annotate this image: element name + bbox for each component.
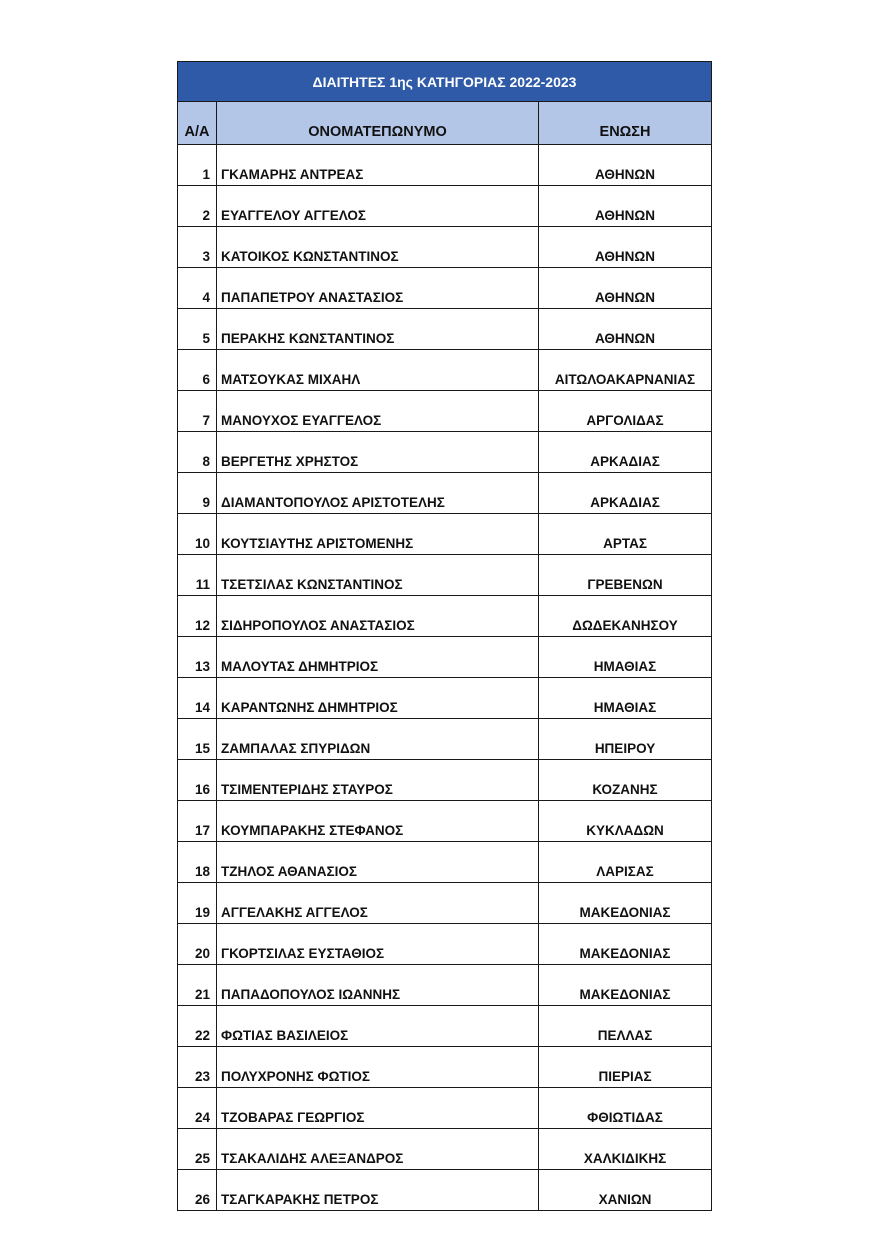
referee-name: ΚΟΥΤΣΙΑΥΤΗΣ ΑΡΙΣΤΟΜΕΝΗΣ (217, 514, 539, 555)
table-row (178, 145, 712, 186)
table-row (178, 760, 712, 801)
referee-union: ΑΡΤΑΣ (539, 514, 712, 555)
row-number: 5 (178, 309, 217, 350)
row-number: 10 (178, 514, 217, 555)
table-row (178, 514, 712, 555)
table-row (178, 1088, 712, 1129)
table-row (178, 1129, 712, 1170)
table-row (178, 268, 712, 309)
table-row (178, 965, 712, 1006)
referee-name: ΤΣΑΓΚΑΡΑΚΗΣ ΠΕΤΡΟΣ (217, 1170, 539, 1211)
row-number: 7 (178, 391, 217, 432)
row-number: 17 (178, 801, 217, 842)
referee-union: ΑΘΗΝΩΝ (539, 227, 712, 268)
header-row (178, 102, 712, 145)
referee-union: ΜΑΚΕΔΟΝΙΑΣ (539, 883, 712, 924)
referee-name: ΓΚΑΜΑΡΗΣ ΑΝΤΡΕΑΣ (217, 145, 539, 186)
referee-union: ΑΘΗΝΩΝ (539, 309, 712, 350)
row-number: 2 (178, 186, 217, 227)
table-title-row (178, 62, 712, 102)
referee-name: ΤΣΑΚΑΛΙΔΗΣ ΑΛΕΞΑΝΔΡΟΣ (217, 1129, 539, 1170)
referee-union: ΠΙΕΡΙΑΣ (539, 1047, 712, 1088)
table-row (178, 842, 712, 883)
referee-name: ΤΣΙΜΕΝΤΕΡΙΔΗΣ ΣΤΑΥΡΟΣ (217, 760, 539, 801)
referee-name: ΠΟΛΥΧΡΟΝΗΣ ΦΩΤΙΟΣ (217, 1047, 539, 1088)
referee-union: ΧΑΝΙΩΝ (539, 1170, 712, 1211)
row-number: 4 (178, 268, 217, 309)
referee-union: ΚΥΚΛΑΔΩΝ (539, 801, 712, 842)
referee-union: ΑΡΚΑΔΙΑΣ (539, 473, 712, 514)
row-number: 13 (178, 637, 217, 678)
referee-union: ΔΩΔΕΚΑΝΗΣΟΥ (539, 596, 712, 637)
table-row (178, 596, 712, 637)
table-row (178, 350, 712, 391)
table-row (178, 719, 712, 760)
row-number: 23 (178, 1047, 217, 1088)
referee-union: ΑΙΤΩΛΟΑΚΑΡΝΑΝΙΑΣ (539, 350, 712, 391)
table-row (178, 555, 712, 596)
row-number: 12 (178, 596, 217, 637)
row-number: 8 (178, 432, 217, 473)
table-row (178, 309, 712, 350)
referee-union: ΑΘΗΝΩΝ (539, 186, 712, 227)
table-row (178, 391, 712, 432)
referee-name: ΠΕΡΑΚΗΣ ΚΩΝΣΤΑΝΤΙΝΟΣ (217, 309, 539, 350)
table-row (178, 1170, 712, 1211)
table-row (178, 186, 712, 227)
referee-union: ΗΜΑΘΙΑΣ (539, 637, 712, 678)
referee-union: ΛΑΡΙΣΑΣ (539, 842, 712, 883)
referee-union: ΑΘΗΝΩΝ (539, 145, 712, 186)
referee-name: ΖΑΜΠΑΛΑΣ ΣΠΥΡΙΔΩΝ (217, 719, 539, 760)
referee-union: ΧΑΛΚΙΔΙΚΗΣ (539, 1129, 712, 1170)
row-number: 22 (178, 1006, 217, 1047)
referee-union: ΜΑΚΕΔΟΝΙΑΣ (539, 965, 712, 1006)
referee-name: ΠΑΠΑΠΕΤΡΟΥ ΑΝΑΣΤΑΣΙΟΣ (217, 268, 539, 309)
referee-name: ΒΕΡΓΕΤΗΣ ΧΡΗΣΤΟΣ (217, 432, 539, 473)
table-row (178, 227, 712, 268)
column-header-name: ΟΝΟΜΑΤΕΠΩΝΥΜΟ (217, 102, 539, 145)
referee-union: ΑΡΚΑΔΙΑΣ (539, 432, 712, 473)
referee-name: ΦΩΤΙΑΣ ΒΑΣΙΛΕΙΟΣ (217, 1006, 539, 1047)
referee-name: ΜΑΤΣΟΥΚΑΣ ΜΙΧΑΗΛ (217, 350, 539, 391)
row-number: 11 (178, 555, 217, 596)
table-row (178, 637, 712, 678)
referee-name: ΚΟΥΜΠΑΡΑΚΗΣ ΣΤΕΦΑΝΟΣ (217, 801, 539, 842)
table-row (178, 883, 712, 924)
column-header-aa: Α/Α (178, 102, 217, 145)
referee-union: ΓΡΕΒΕΝΩΝ (539, 555, 712, 596)
referee-name: ΜΑΝΟΥΧΟΣ ΕΥΑΓΓΕΛΟΣ (217, 391, 539, 432)
table-row (178, 1006, 712, 1047)
referee-union: ΦΘΙΩΤΙΔΑΣ (539, 1088, 712, 1129)
referee-name: ΤΖΟΒΑΡΑΣ ΓΕΩΡΓΙΟΣ (217, 1088, 539, 1129)
row-number: 18 (178, 842, 217, 883)
referee-name: ΜΑΛΟΥΤΑΣ ΔΗΜΗΤΡΙΟΣ (217, 637, 539, 678)
referee-union: ΑΡΓΟΛΙΔΑΣ (539, 391, 712, 432)
column-header-union: ΕΝΩΣΗ (539, 102, 712, 145)
row-number: 26 (178, 1170, 217, 1211)
referee-name: ΤΣΕΤΣΙΛΑΣ ΚΩΝΣΤΑΝΤΙΝΟΣ (217, 555, 539, 596)
table-title: ΔΙΑΙΤΗΤΕΣ 1ης ΚΑΤΗΓΟΡΙΑΣ 2022-2023 (178, 62, 712, 102)
row-number: 14 (178, 678, 217, 719)
referee-name: ΓΚΟΡΤΣΙΛΑΣ ΕΥΣΤΑΘΙΟΣ (217, 924, 539, 965)
row-number: 24 (178, 1088, 217, 1129)
table-row (178, 473, 712, 514)
row-number: 19 (178, 883, 217, 924)
table-row (178, 1047, 712, 1088)
referee-name: ΚΑΡΑΝΤΩΝΗΣ ΔΗΜΗΤΡΙΟΣ (217, 678, 539, 719)
referee-name: ΤΖΗΛΟΣ ΑΘΑΝΑΣΙΟΣ (217, 842, 539, 883)
referee-union: ΠΕΛΛΑΣ (539, 1006, 712, 1047)
referee-name: ΠΑΠΑΔΟΠΟΥΛΟΣ ΙΩΑΝΝΗΣ (217, 965, 539, 1006)
referee-union: ΗΠΕΙΡΟΥ (539, 719, 712, 760)
row-number: 15 (178, 719, 217, 760)
referee-name: ΚΑΤΟΙΚΟΣ ΚΩΝΣΤΑΝΤΙΝΟΣ (217, 227, 539, 268)
row-number: 21 (178, 965, 217, 1006)
row-number: 20 (178, 924, 217, 965)
referee-union: ΑΘΗΝΩΝ (539, 268, 712, 309)
table-row (178, 924, 712, 965)
referees-table (177, 61, 712, 1211)
row-number: 16 (178, 760, 217, 801)
row-number: 6 (178, 350, 217, 391)
row-number: 1 (178, 145, 217, 186)
referee-union: ΗΜΑΘΙΑΣ (539, 678, 712, 719)
referee-name: ΑΓΓΕΛΑΚΗΣ ΑΓΓΕΛΟΣ (217, 883, 539, 924)
referee-union: ΜΑΚΕΔΟΝΙΑΣ (539, 924, 712, 965)
referee-union: ΚΟΖΑΝΗΣ (539, 760, 712, 801)
row-number: 9 (178, 473, 217, 514)
table-row (178, 432, 712, 473)
referee-name: ΣΙΔΗΡΟΠΟΥΛΟΣ ΑΝΑΣΤΑΣΙΟΣ (217, 596, 539, 637)
row-number: 3 (178, 227, 217, 268)
referee-name: ΕΥΑΓΓΕΛΟΥ ΑΓΓΕΛΟΣ (217, 186, 539, 227)
row-number: 25 (178, 1129, 217, 1170)
table-row (178, 801, 712, 842)
referee-name: ΔΙΑΜΑΝΤΟΠΟΥΛΟΣ ΑΡΙΣΤΟΤΕΛΗΣ (217, 473, 539, 514)
table-row (178, 678, 712, 719)
